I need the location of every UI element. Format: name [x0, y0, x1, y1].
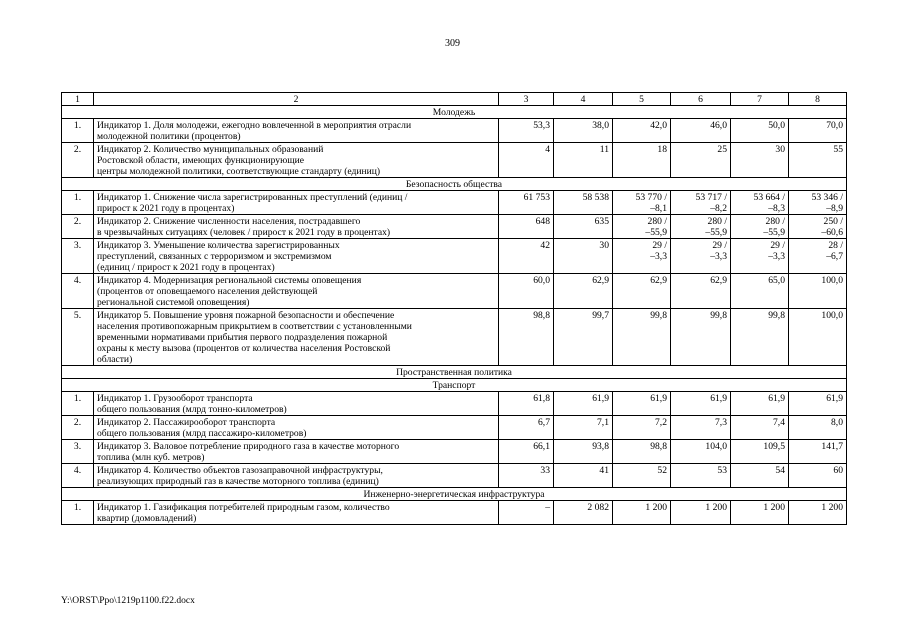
- header-cell: 7: [731, 93, 789, 106]
- value-cell: 280 / –55,9: [671, 215, 731, 239]
- indicator-text: Индикатор 1. Снижение числа зарегистрированных преступлений (единиц / прирост к 2021 году в процентах): [94, 191, 499, 215]
- value-cell: 53 664 / –8,3: [731, 191, 789, 215]
- value-cell: 99,7: [554, 309, 613, 366]
- indicator-row: [62, 501, 847, 525]
- section-title: Инженерно-энергетическая инфраструктура: [62, 488, 847, 501]
- value-cell: 7,3: [671, 416, 731, 440]
- value-cell: 30: [554, 239, 613, 274]
- row-number: 2.: [62, 143, 94, 178]
- value-cell: 104,0: [671, 440, 731, 464]
- row-number: 1.: [62, 191, 94, 215]
- indicator-text: Индикатор 2. Снижение численности населения, пострадавшего в чрезвычайных ситуациях (человек / прирост к 2021 году в процентах): [94, 215, 499, 239]
- value-cell: 11: [554, 143, 613, 178]
- indicator-row: [62, 416, 847, 440]
- row-number: 3.: [62, 440, 94, 464]
- value-cell: 93,8: [554, 440, 613, 464]
- indicator-row: [62, 464, 847, 488]
- header-cell: 8: [789, 93, 847, 106]
- row-number: 3.: [62, 239, 94, 274]
- header-cell: 1: [62, 93, 94, 106]
- value-cell: 1 200: [731, 501, 789, 525]
- value-cell: 2 082: [554, 501, 613, 525]
- value-cell: 65,0: [731, 274, 789, 309]
- indicator-text: Индикатор 1. Доля молодежи, ежегодно вовлеченной в мероприятия отрасли молодежной политики (процентов): [94, 119, 499, 143]
- value-cell: 55: [789, 143, 847, 178]
- value-cell: 53 346 / –8,9: [789, 191, 847, 215]
- value-cell: 25: [671, 143, 731, 178]
- value-cell: 53 717 / –8,2: [671, 191, 731, 215]
- value-cell: 648: [499, 215, 554, 239]
- footer-file-path: Y:\ORST\Ppo\1219p1100.f22.docx: [61, 596, 195, 606]
- value-cell: 6,7: [499, 416, 554, 440]
- indicator-text: Индикатор 3. Уменьшение количества зарегистрированных преступлений, связанных с терроризмом и экстремизмом (единиц / прирост к 2021 году в процентах): [94, 239, 499, 274]
- value-cell: 8,0: [789, 416, 847, 440]
- value-cell: 250 / –60,6: [789, 215, 847, 239]
- value-cell: 61,9: [613, 392, 671, 416]
- section-title: Транспорт: [62, 379, 847, 392]
- row-number: 1.: [62, 392, 94, 416]
- value-cell: 18: [613, 143, 671, 178]
- value-cell: 99,8: [613, 309, 671, 366]
- header-cell: 4: [554, 93, 613, 106]
- indicator-row: [62, 392, 847, 416]
- indicator-text: Индикатор 1. Грузооборот транспорта общего пользования (млрд тонно-километров): [94, 392, 499, 416]
- row-number: 1.: [62, 501, 94, 525]
- value-cell: 66,1: [499, 440, 554, 464]
- value-cell: 100,0: [789, 274, 847, 309]
- value-cell: 29 / –3,3: [671, 239, 731, 274]
- section-row: [62, 178, 847, 191]
- value-cell: 53: [671, 464, 731, 488]
- value-cell: 61,8: [499, 392, 554, 416]
- value-cell: 1 200: [789, 501, 847, 525]
- value-cell: 30: [731, 143, 789, 178]
- value-cell: 98,8: [613, 440, 671, 464]
- indicator-text: Индикатор 1. Газификация потребителей природным газом, количество квартир (домовладений): [94, 501, 499, 525]
- value-cell: 42,0: [613, 119, 671, 143]
- value-cell: 141,7: [789, 440, 847, 464]
- indicator-row: [62, 215, 847, 239]
- header-cell: 2: [94, 93, 499, 106]
- value-cell: 61,9: [731, 392, 789, 416]
- value-cell: 60: [789, 464, 847, 488]
- indicator-row: [62, 191, 847, 215]
- header-cell: 6: [671, 93, 731, 106]
- value-cell: 60,0: [499, 274, 554, 309]
- value-cell: 62,9: [671, 274, 731, 309]
- header-cell: 5: [613, 93, 671, 106]
- value-cell: 99,8: [731, 309, 789, 366]
- value-cell: 54: [731, 464, 789, 488]
- value-cell: 98,8: [499, 309, 554, 366]
- value-cell: 61,9: [789, 392, 847, 416]
- value-cell: 28 / –6,7: [789, 239, 847, 274]
- value-cell: 62,9: [554, 274, 613, 309]
- value-cell: 29 / –3,3: [731, 239, 789, 274]
- value-cell: 29 / –3,3: [613, 239, 671, 274]
- page-number: 309: [445, 38, 460, 49]
- header-cell: 3: [499, 93, 554, 106]
- value-cell: 61,9: [671, 392, 731, 416]
- indicator-row: [62, 119, 847, 143]
- value-cell: 280 / –55,9: [613, 215, 671, 239]
- value-cell: 70,0: [789, 119, 847, 143]
- value-cell: 99,8: [671, 309, 731, 366]
- value-cell: 1 200: [613, 501, 671, 525]
- section-row: [62, 106, 847, 119]
- indicator-text: Индикатор 2. Количество муниципальных образований Ростовской области, имеющих функционирующие центры молодежной политики, соответствующие стандарту (единиц): [94, 143, 499, 178]
- row-number: 4.: [62, 464, 94, 488]
- value-cell: 46,0: [671, 119, 731, 143]
- value-cell: 61 753: [499, 191, 554, 215]
- indicator-row: [62, 440, 847, 464]
- value-cell: 62,9: [613, 274, 671, 309]
- indicator-row: [62, 274, 847, 309]
- section-row: [62, 488, 847, 501]
- value-cell: 50,0: [731, 119, 789, 143]
- indicator-text: Индикатор 4. Количество объектов газозаправочной инфраструктуры, реализующих природный газ в качестве моторного топлива (единиц): [94, 464, 499, 488]
- section-row: [62, 366, 847, 379]
- row-number: 1.: [62, 119, 94, 143]
- value-cell: 100,0: [789, 309, 847, 366]
- value-cell: 33: [499, 464, 554, 488]
- value-cell: 52: [613, 464, 671, 488]
- value-cell: –: [499, 501, 554, 525]
- indicator-row: [62, 239, 847, 274]
- row-number: 5.: [62, 309, 94, 366]
- value-cell: 42: [499, 239, 554, 274]
- section-title: Пространственная политика: [62, 366, 847, 379]
- value-cell: 280 / –55,9: [731, 215, 789, 239]
- row-number: 2.: [62, 215, 94, 239]
- value-cell: 38,0: [554, 119, 613, 143]
- value-cell: 7,1: [554, 416, 613, 440]
- section-title: Безопасность общества: [62, 178, 847, 191]
- row-number: 2.: [62, 416, 94, 440]
- indicator-text: Индикатор 5. Повышение уровня пожарной безопасности и обеспечение населения противопожарным прикрытием в соответствии с установленными временными нормативами прибытия первого подразделения пожарной охраны к месту вызова (процентов от количества населения Ростовской области): [94, 309, 499, 366]
- indicator-row: [62, 309, 847, 366]
- value-cell: 61,9: [554, 392, 613, 416]
- value-cell: 1 200: [671, 501, 731, 525]
- value-cell: 41: [554, 464, 613, 488]
- value-cell: 53 770 / –8,1: [613, 191, 671, 215]
- value-cell: 7,4: [731, 416, 789, 440]
- indicator-text: Индикатор 3. Валовое потребление природного газа в качестве моторного топлива (млн куб. метров): [94, 440, 499, 464]
- indicator-row: [62, 143, 847, 178]
- value-cell: 4: [499, 143, 554, 178]
- value-cell: 7,2: [613, 416, 671, 440]
- section-row: [62, 379, 847, 392]
- value-cell: 53,3: [499, 119, 554, 143]
- value-cell: 109,5: [731, 440, 789, 464]
- indicator-text: Индикатор 2. Пассажирооборот транспорта общего пользования (млрд пассажиро-километров): [94, 416, 499, 440]
- value-cell: 58 538: [554, 191, 613, 215]
- section-title: Молодежь: [62, 106, 847, 119]
- value-cell: 635: [554, 215, 613, 239]
- indicator-text: Индикатор 4. Модернизация региональной системы оповещения (процентов от оповещаемого населения действующей региональной системой оповещения): [94, 274, 499, 309]
- header-row: [62, 93, 847, 106]
- indicators-table: [61, 92, 847, 525]
- row-number: 4.: [62, 274, 94, 309]
